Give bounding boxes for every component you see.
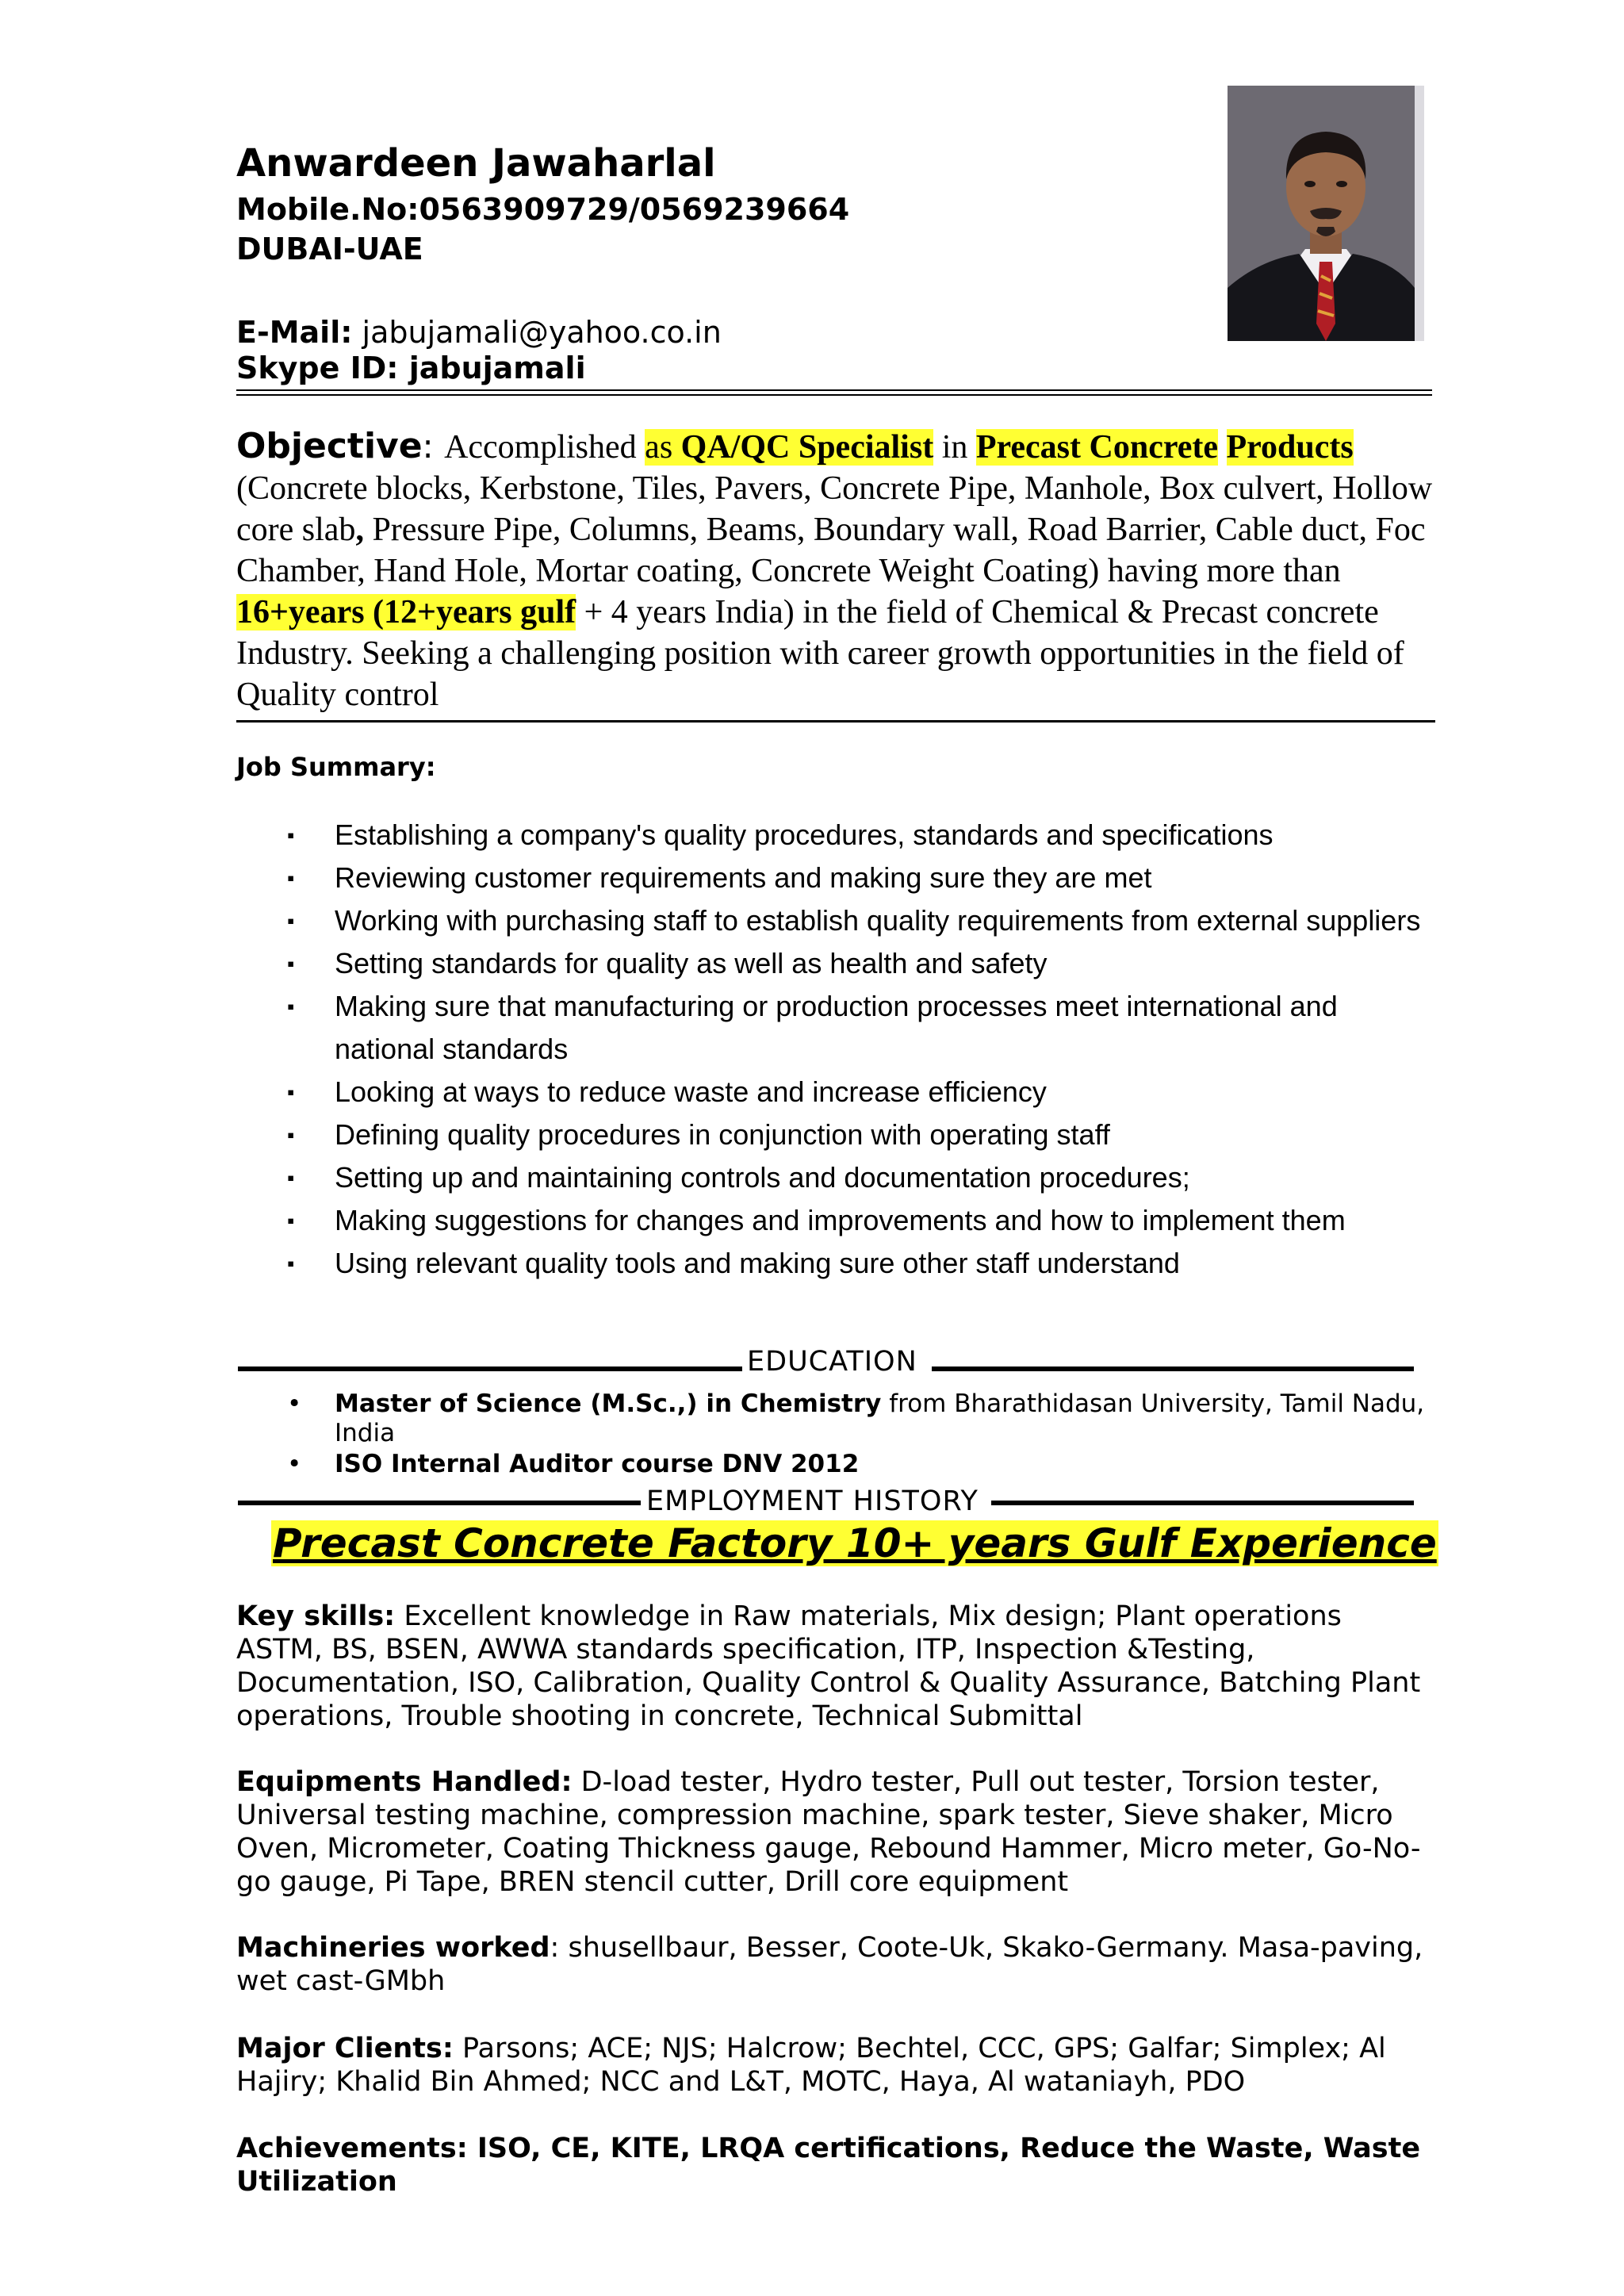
objective-highlight-years: 16+years (12+years gulf: [236, 594, 576, 631]
objective-text-5: Pressure Pipe, Columns, Beams, Boundary wall, Road Barrier, Cable duct, Foc Chamber, Hand Hole, Mortar coating, Concrete Weight Coating) having more than: [236, 512, 1426, 589]
objective-colon: :: [422, 427, 445, 466]
education-rule-right: [932, 1366, 1414, 1371]
list-item: [236, 1242, 1442, 1285]
square-bullet-icon: ▪: [287, 952, 295, 976]
email-line: [236, 315, 722, 350]
education-rule-left: [238, 1366, 742, 1371]
objective-comma: ,: [355, 512, 364, 548]
objective-highlight-precast: Precast Concrete: [975, 429, 1218, 466]
job-summary-item: Working with purchasing staff to establish quality requirements from external suppliers: [335, 904, 1421, 937]
objective-divider: [236, 720, 1435, 723]
machineries-label: Machineries worked: [236, 1932, 550, 1964]
list-item: [236, 857, 1442, 899]
degree: Master of Science (M.Sc.,) in Chemistry: [335, 1389, 882, 1418]
contact-divider-2: [236, 394, 1432, 396]
list-item: [236, 942, 1442, 985]
objective-highlight-products: Products: [1226, 429, 1354, 466]
job-summary-list: [236, 814, 1442, 1285]
square-bullet-icon: ▪: [287, 909, 295, 933]
candidate-name: Anwardeen Jawaharlal: [236, 141, 716, 186]
objective-text-6: + 4 years India) in the field of Chemical & Precast concrete Industry. Seeking a challenging position with career growth opportunities in the field of Quality control: [236, 594, 1404, 713]
education-list: [236, 1389, 1442, 1481]
skype-id: Skype ID: jabujamali: [236, 351, 586, 385]
objective-highlight-role: QA/QC Specialist: [680, 429, 934, 466]
clients-text: Parsons; ACE; NJS; Halcrow; Bechtel, CCC, GPS; Galfar; Simplex; Al Hajiry; Khalid Bin Ahmed; NCC and L&T, MOTC, Haya, Al wataniayh, PDO: [236, 2033, 1386, 2098]
location: DUBAI-UAE: [236, 232, 423, 266]
degree-institution: from Bharathidasan University, Tamil Nadu, India: [335, 1389, 1425, 1447]
job-summary-item: Reviewing customer requirements and making sure they are met: [335, 861, 1152, 894]
list-item: [236, 1389, 1442, 1448]
job-summary-item: Establishing a company's quality procedures, standards and specifications: [335, 818, 1274, 851]
objective-label: Objective: [236, 426, 423, 466]
email-label: E-Mail:: [236, 315, 353, 350]
list-item: [236, 899, 1442, 942]
person-portrait-icon: [1228, 86, 1424, 341]
education-heading: EDUCATION: [747, 1346, 917, 1378]
job-summary-item: Making suggestions for changes and improvements and how to implement them: [335, 1204, 1346, 1236]
objective-text-2: in: [933, 429, 976, 466]
machineries-text: : shusellbaur, Besser, Coote-Uk, Skako-Germany. Masa-paving, wet cast-GMbh: [236, 1932, 1423, 1997]
square-bullet-icon: ▪: [287, 995, 295, 1018]
square-bullet-icon: ▪: [287, 866, 295, 890]
equipments-text: D-load tester, Hydro tester, Pull out tester, Torsion tester, Universal testing machine, compression machine, spark tester, Sieve shaker, Micro Oven, Micrometer, Coating Thickness gauge, Rebound Hammer, Micro meter, Go-No-go gauge, Pi Tape, BREN stencil cutter, Drill core equipment: [236, 1766, 1421, 1898]
employment-heading: EMPLOYMENT HISTORY: [646, 1485, 979, 1517]
job-summary-title: Job Summary:: [236, 752, 436, 782]
job-summary-item: Using relevant quality tools and making sure other staff understand: [335, 1247, 1180, 1279]
profile-photo: [1228, 86, 1424, 341]
employment-rule-left: [238, 1501, 641, 1505]
major-clients: [236, 2032, 1434, 2099]
email-value: jabujamali@yahoo.co.in: [352, 315, 722, 350]
list-item: [236, 985, 1442, 1071]
job-summary-item: Setting up and maintaining controls and documentation procedures;: [335, 1161, 1190, 1194]
job-summary-item: Setting standards for quality as well as health and safety: [335, 947, 1048, 979]
round-bullet-icon: •: [287, 1389, 302, 1418]
mobile-number: Mobile.No:0563909729/0569239664: [236, 192, 850, 227]
square-bullet-icon: ▪: [287, 1080, 295, 1104]
equipments-label: Equipments Handled:: [236, 1766, 573, 1798]
list-item: [236, 1156, 1442, 1199]
experience-banner: Precast Concrete Factory 10+ years Gulf Experience: [273, 1520, 1437, 1566]
square-bullet-icon: ▪: [287, 1251, 295, 1275]
objective-text-4: (Concrete blocks, Kerbstone, Tiles, Pavers, Concrete Pipe, Manhole, Box culvert, Hollow core slab: [236, 470, 1433, 548]
list-item: [236, 814, 1442, 857]
list-item: [236, 1199, 1442, 1242]
objective-text-1: Accomplished: [444, 429, 645, 466]
certification: ISO Internal Auditor course DNV 2012: [335, 1450, 860, 1478]
job-summary-item: Making sure that manufacturing or production processes meet international and national standards: [335, 990, 1338, 1065]
objective-text-3: [1218, 429, 1227, 466]
key-skills-label: Key skills:: [236, 1600, 396, 1632]
square-bullet-icon: ▪: [287, 823, 295, 847]
key-skills-text: Excellent knowledge in Raw materials, Mix design; Plant operations ASTM, BS, BSEN, AWWA standards specification, ITP, Inspection &Testing, Documentation, ISO, Calibration, Quality Control & Quality Assurance, Batching Plant operations, Trouble shooting in concrete, Technical Submittal: [236, 1600, 1421, 1732]
round-bullet-icon: •: [287, 1450, 302, 1478]
achievements: Achievements: ISO, CE, KITE, LRQA certifications, Reduce the Waste, Waste Utilization: [236, 2133, 1421, 2198]
square-bullet-icon: ▪: [287, 1123, 295, 1147]
employment-rule-right: [991, 1501, 1414, 1505]
objective-paragraph: [236, 426, 1442, 715]
list-item: [236, 1114, 1442, 1156]
machineries-worked: [236, 1931, 1434, 1998]
clients-label: Major Clients:: [236, 2033, 454, 2064]
job-summary-item: Defining quality procedures in conjunction with operating staff: [335, 1118, 1110, 1151]
contact-divider: [236, 389, 1432, 391]
list-item: [236, 1071, 1442, 1114]
list-item: [236, 1450, 1442, 1479]
objective-highlight-as: as: [645, 429, 681, 466]
square-bullet-icon: ▪: [287, 1166, 295, 1190]
equipments-handled: [236, 1765, 1434, 1899]
job-summary-item: Looking at ways to reduce waste and increase efficiency: [335, 1075, 1047, 1108]
key-skills: [236, 1600, 1434, 1733]
square-bullet-icon: ▪: [287, 1209, 295, 1232]
